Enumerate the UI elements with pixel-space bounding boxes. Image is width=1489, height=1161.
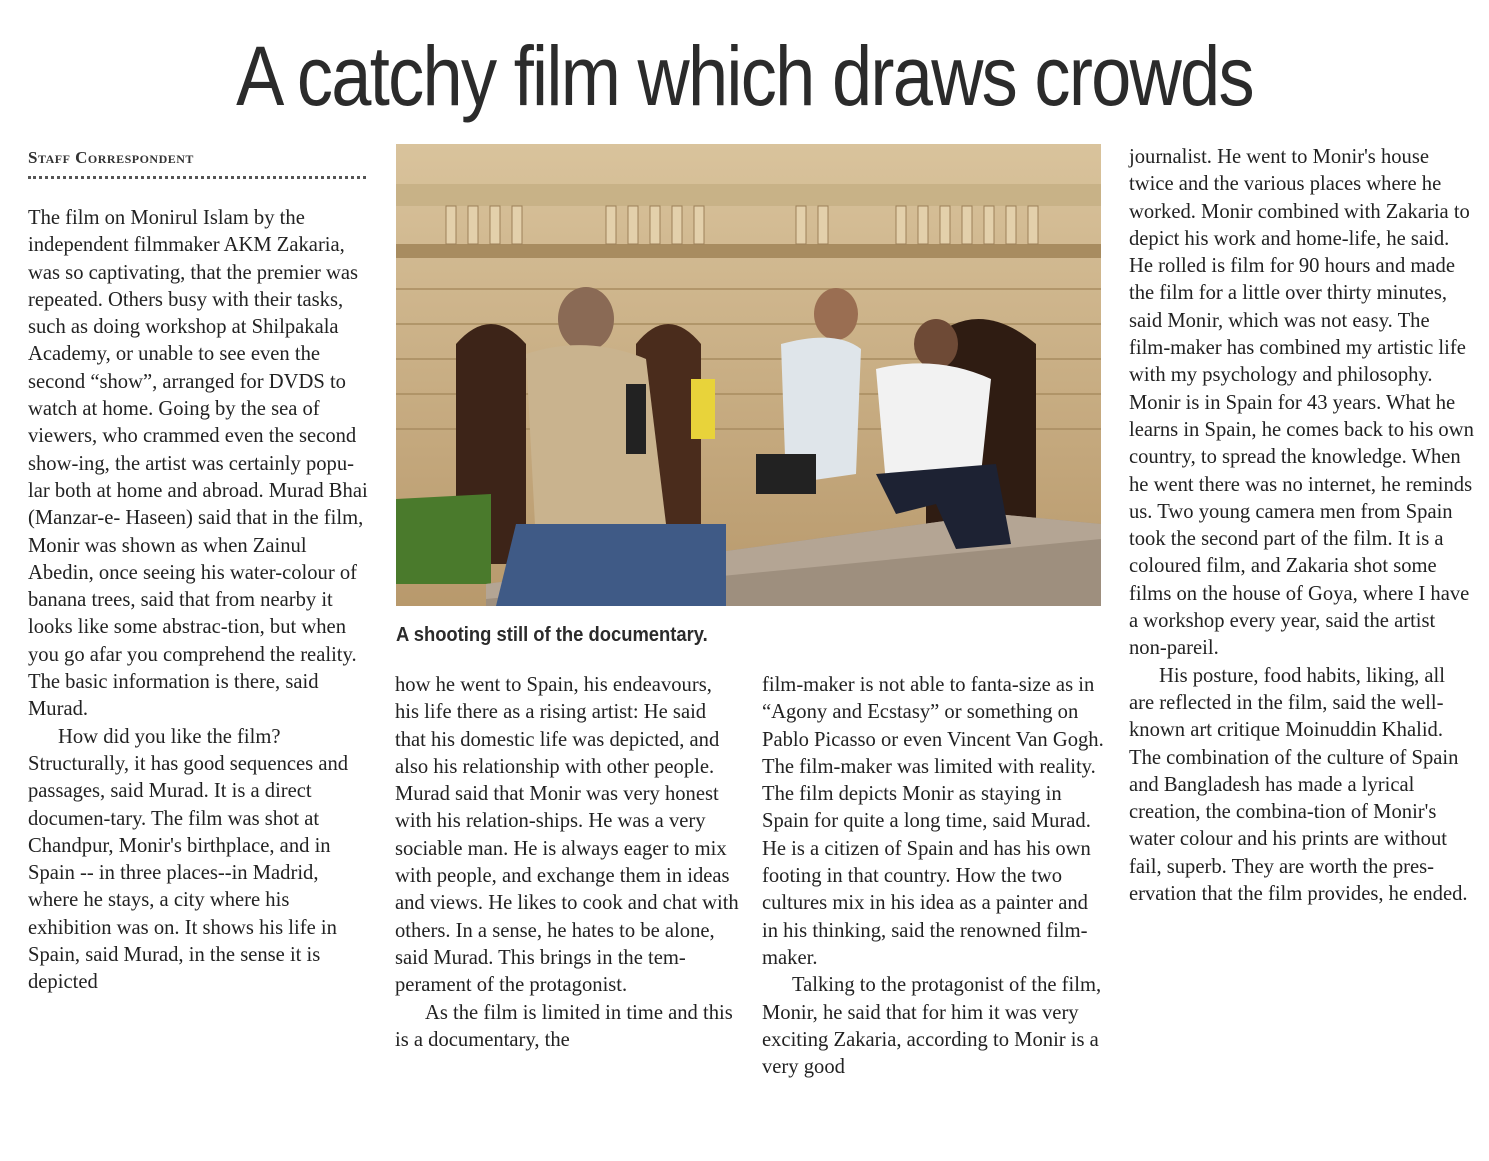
paragraph: how he went to Spain, his endeavours, his life there as a rising artist: He said that his domestic life was depicted, and also his relationship with other people. Murad said that Monir was very honest with his relation-ships. He was a very sociable man. He is always eager to mix with people, and exchange them in ideas and views. He likes to cook and chat with others. In a sense, he hates to be alone, said Murad. This brings in the tem-perament of the protagonist. [395, 674, 739, 997]
paragraph: How did you like the film? Structurally, it has good sequences and passages, said Murad. It is a direct documen-tary. The film was shot at Chandpur, Monir's birthplace, and in Spain -- in three places--in Madrid, where he stays, a city where his exhibition was on. It shows his life in Spain, said Murad, in the sense it is depicted [28, 725, 349, 994]
article-column-3 [762, 672, 1107, 1081]
paragraph: As the film is limited in time and this is a documentary, the [395, 1001, 733, 1051]
byline: Staff Correspondent [28, 148, 194, 167]
article-column-1 [28, 205, 373, 997]
paragraph: The film on Monirul Islam by the independent filmmaker AKM Zakaria, was so captivating, that the premier was repeated. Others busy with their tasks, such as doing workshop at Shilpakala Academy, or unable to see even the second “show”, arranged for DVDS to watch at home. Going by the sea of viewers, who crammed even the second show-ing, the artist was certainly popu-lar both at home and abroad. Murad Bhai (Manzar-e- Haseen) said that in the film, Monir was shown as when Zainul Abedin, once seeing his water-colour of banana trees, said that from nearby it looks like some abstrac-tion, but when you go afar you comprehend the reality. The basic information is there, said Murad. [28, 207, 368, 721]
headline: A catchy film which draws crowds [236, 29, 1253, 123]
article-column-4 [1129, 144, 1474, 908]
photo-caption: A shooting still of the documentary. [396, 624, 708, 646]
article-column-2 [395, 672, 740, 1054]
photo-illustration [396, 144, 1101, 606]
paragraph: journalist. He went to Monir's house twice and the various places where he worked. Monir combined with Zakaria to depict his work and home-life, he said. He rolled is film for 90 hours and made the film for a little over thirty minutes, said Monir, which was not easy. The film-maker has combined my artistic life with my psychology and philosophy. Monir is in Spain for 43 years. What he learns in Spain, he comes back to his own country, to spread the knowledge. When he went there was no internet, he reminds us. Two young camera men from Spain took the second part of the film. It is a coloured film, and Zakaria shot some films on the house of Goya, where I have a workshop every year, said the artist non-pareil. [1129, 146, 1474, 660]
byline-divider [28, 176, 366, 179]
paragraph: Talking to the protagonist of the film, Monir, he said that for him it was very exciting Zakaria, according to Monir is a very good [762, 974, 1102, 1079]
paragraph: His posture, food habits, liking, all are reflected in the film, said the well-known art critique Moinuddin Khalid. The combination of the culture of Spain and Bangladesh has made a lyrical creation, the combina-tion of Monir's water colour and his prints are without fail, superb. They are worth the pres-ervation that the film provides, he ended. [1129, 664, 1468, 906]
documentary-photo [396, 144, 1101, 606]
paragraph: film-maker is not able to fanta-size as in “Agony and Ecstasy” or something on Pablo Picasso or even Vincent Van Gogh. The film-maker was limited with reality. The film depicts Monir as staying in Spain for quite a long time, said Murad. He is a citizen of Spain and has his own footing in that country. How the two cultures mix in his idea as a painter and in his thinking, said the renowned film-maker. [762, 674, 1104, 969]
